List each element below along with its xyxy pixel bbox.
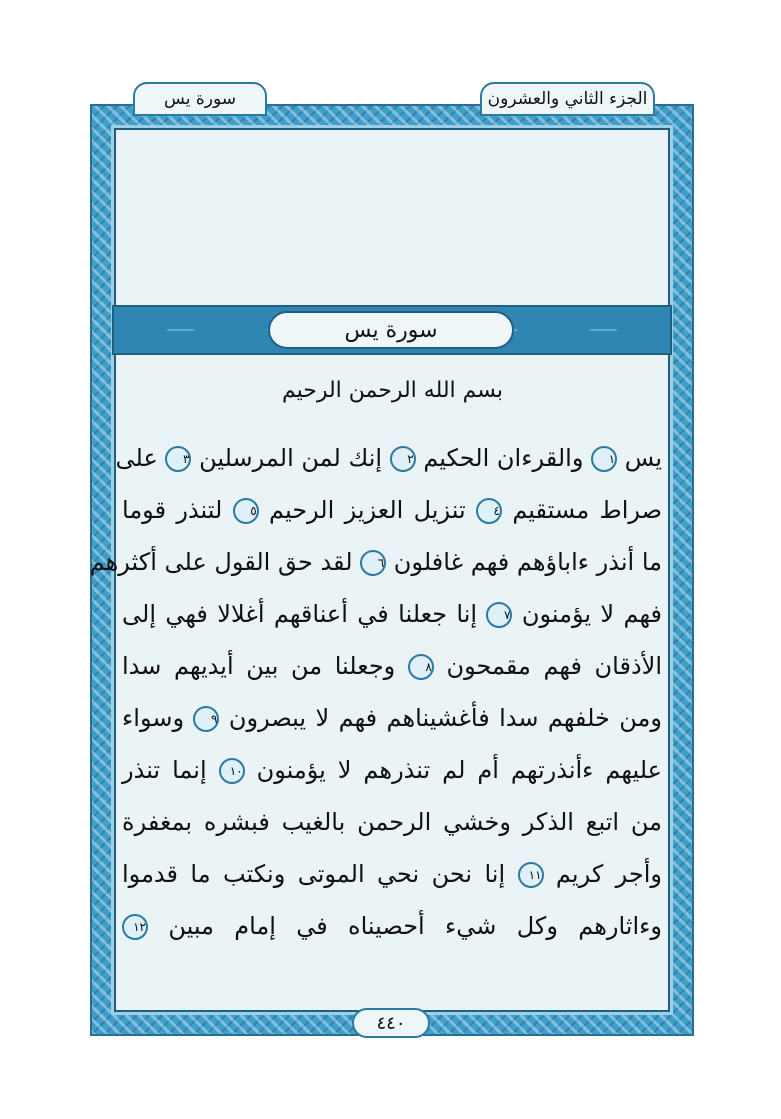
ayah-number-marker: ٧: [486, 602, 512, 628]
verse-text: من اتبع الذكر وخشي الرحمن بالغيب فبشره بمغفرة: [122, 808, 662, 836]
ayah-number-marker: ٢: [390, 446, 416, 472]
verse-text: ومن خلفهم سدا فأغشيناهم فهم لا يبصرون: [228, 704, 662, 732]
verse-text: إنما تنذر: [122, 756, 207, 784]
verse-text: لتنذر قوما: [122, 496, 223, 524]
ayah-number-marker: ١١: [518, 862, 544, 888]
basmala: بسم الله الرحمن الرحيم: [281, 378, 504, 403]
page-number-text: ٤٤٠: [376, 1012, 406, 1034]
verse-line: [122, 796, 662, 848]
surah-title-text: سورة يس: [344, 317, 438, 343]
verse-line: [122, 744, 662, 796]
verse-text: وأجر كريم: [555, 860, 662, 888]
juz-name-header-text: الجزء الثاني والعشرون: [487, 89, 648, 109]
ayah-number-marker: ٨: [408, 654, 434, 680]
ayah-number-marker: ٦: [360, 550, 386, 576]
verse-text: فهم لا يؤمنون: [521, 600, 662, 628]
verse-text: الأذقان فهم مقمحون: [446, 652, 663, 680]
ayah-number-marker: ١٠: [219, 758, 245, 784]
verse-text: وءاثارهم وكل شيء أحصيناه في إمام مبين: [168, 912, 662, 940]
verse-text: لقد حق القول على أكثرهم: [89, 548, 353, 576]
verse-line: [122, 848, 662, 900]
ayah-number-marker: ١: [591, 446, 617, 472]
verse-line: [122, 692, 662, 744]
verse-text: إنك لمن المرسلين: [199, 444, 383, 472]
verse-line: [89, 536, 662, 588]
verse-text: صراط مستقيم: [512, 496, 662, 524]
surah-title: [268, 311, 514, 349]
verse-text: وجعلنا من بين أيديهم سدا: [122, 652, 396, 680]
verse-line: [122, 900, 662, 952]
verse-text: ما أنذر ءاباؤهم فهم غافلون: [393, 548, 662, 576]
verse-line: [115, 432, 662, 484]
ayah-number-marker: ٥: [233, 498, 259, 524]
verse-text: وسواء: [122, 704, 185, 732]
ayah-number-marker: ٤: [476, 498, 502, 524]
ayah-number-marker: ٣: [165, 446, 191, 472]
verse-line: [122, 484, 662, 536]
surah-name-header-text: سورة يس: [164, 89, 236, 109]
verse-text: والقرءان الحكيم: [423, 444, 584, 472]
verse-text: إنا نحن نحي الموتى ونكتب ما قدموا: [122, 860, 506, 888]
verse-text: إنا جعلنا في أعناقهم أغلالا فهي إلى: [122, 600, 478, 628]
ayah-number-marker: ١٢: [122, 914, 148, 940]
surah-name-header: [133, 82, 267, 116]
juz-name-header: [480, 82, 655, 116]
verse-line: [122, 640, 662, 692]
verse-text-block: [89, 432, 663, 952]
verse-text: يس: [624, 444, 662, 472]
ayah-number-marker: ٩: [193, 706, 219, 732]
page-number-badge: [352, 1008, 430, 1038]
verse-text: على: [115, 444, 158, 472]
verse-text: عليهم ءأنذرتهم أم لم تنذرهم لا يؤمنون: [256, 756, 662, 784]
verse-text: تنزيل العزيز الرحيم: [269, 496, 466, 524]
verse-line: [122, 588, 662, 640]
